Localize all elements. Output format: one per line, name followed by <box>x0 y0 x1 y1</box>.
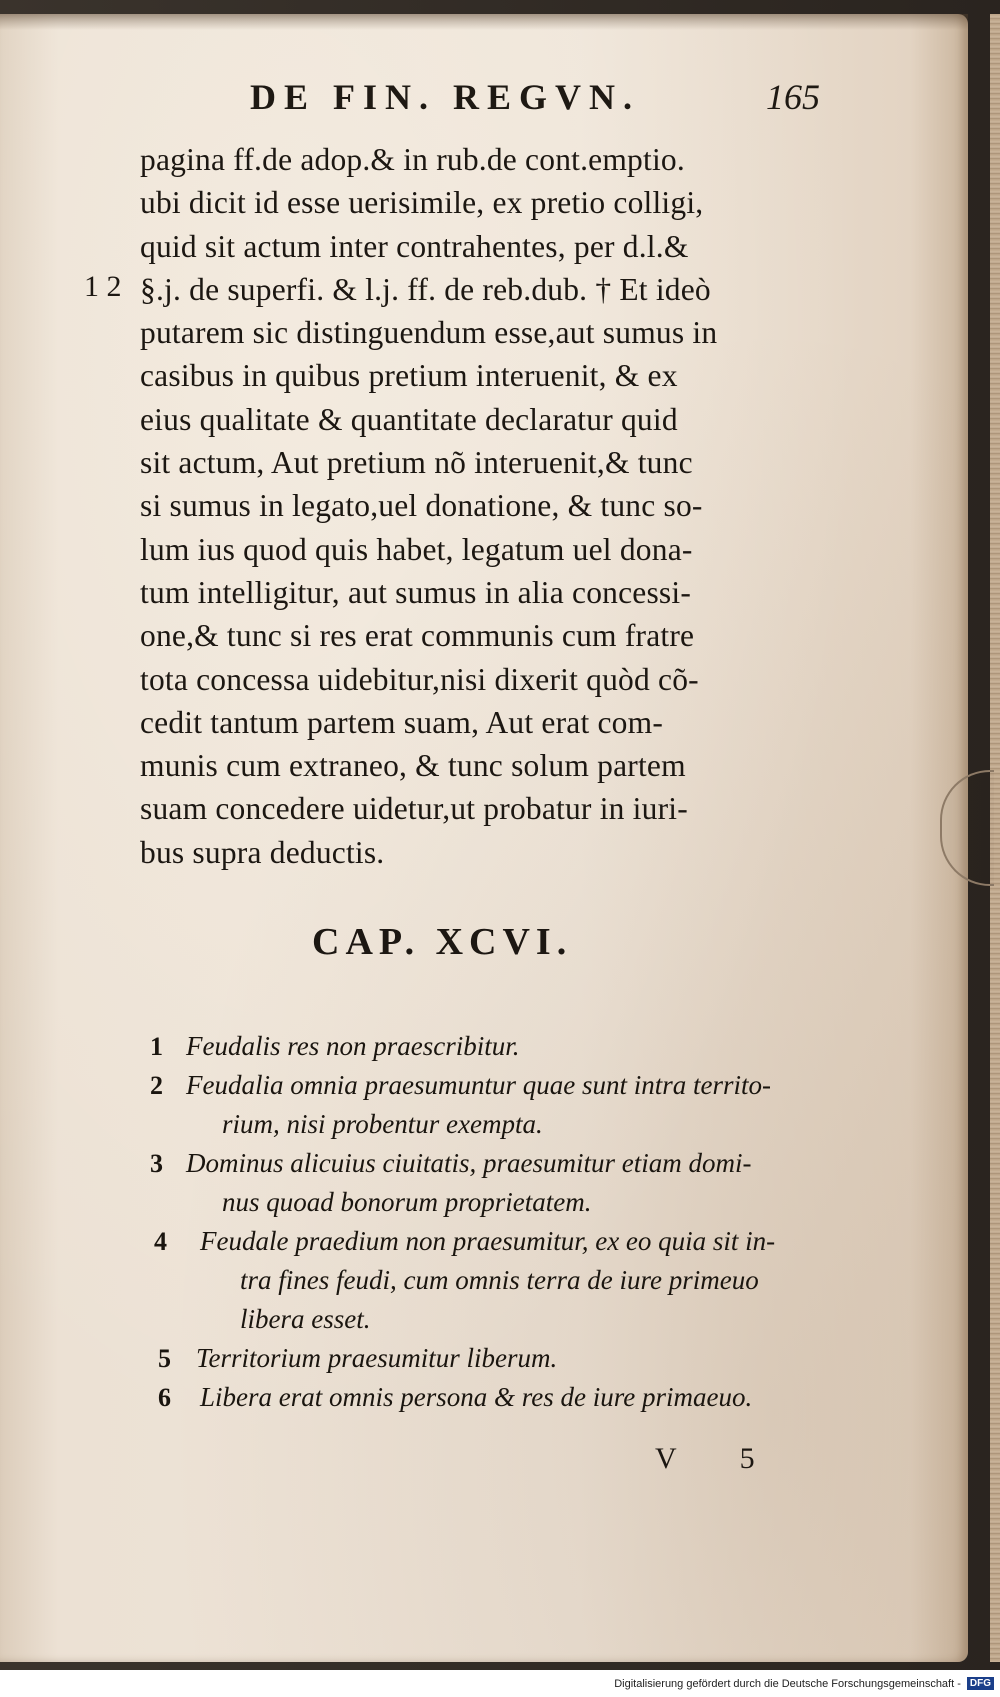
summary-text: nus quoad bonorum proprietatem. <box>222 1187 592 1217</box>
chapter-heading: CAP. XCVI. <box>312 921 573 963</box>
summary-text: Feudale praedium non praesumitur, ex eo quia sit in- <box>200 1226 776 1256</box>
text-line: putarem sic distinguendum esse,aut sumus in <box>140 315 718 351</box>
text-line: munis cum extraneo, & tunc solum partem <box>140 748 686 784</box>
body-text <box>140 138 820 874</box>
footer-credit: Digitalisierung gefördert durch die Deutsche Forschungsgemeinschaft - <box>614 1677 961 1690</box>
summary-text: tra fines feudi, cum omnis terra de iure primeuo <box>240 1265 759 1295</box>
text-line: tota concessa uidebitur,nisi dixerit quòd cõ- <box>140 661 699 697</box>
text-line: cedit tantum partem suam, Aut erat com- <box>140 704 664 740</box>
text-line: pagina ff.de adop.& in rub.de cont.emptio. <box>140 142 685 177</box>
marginal-note: 1 2 <box>84 270 122 303</box>
summary-number: 4 <box>154 1227 167 1256</box>
summary-number: 3 <box>150 1149 163 1178</box>
text-line: quid sit actum inter contrahentes, per d.l.& <box>140 228 689 264</box>
text-line: eius qualitate & quantitate declaratur quid <box>140 401 678 437</box>
summary-text: Libera erat omnis persona & res de iure primaeuo. <box>200 1382 753 1412</box>
summary-text: Feudalia omnia praesumuntur quae sunt intra territo- <box>186 1070 771 1100</box>
running-title: DE FIN. REGVN. <box>250 77 641 117</box>
running-header <box>250 76 820 126</box>
summary-number: 2 <box>150 1071 163 1100</box>
page-number: 165 <box>766 77 820 117</box>
text-line: one,& tunc si res erat communis cum fratre <box>140 618 695 654</box>
text-line: casibus in quibus pretium interuenit, & ex <box>140 358 678 394</box>
text-line: si sumus in legato,uel donatione, & tunc so- <box>140 488 703 524</box>
summary-text: Feudalis res non praescribitur. <box>186 1031 520 1061</box>
summary-item <box>150 1339 850 1378</box>
summary-item <box>150 1027 850 1066</box>
summary-text: Dominus alicuius ciuitatis, praesumitur etiam domi- <box>186 1148 752 1178</box>
text-line: suam concedere uidetur,ut probatur in iuri- <box>140 791 688 827</box>
text-line: sit actum, Aut pretium nõ interuenit,& tunc <box>140 445 693 481</box>
summary-number: 5 <box>158 1344 171 1373</box>
text-line: ubi dicit id esse uerisimile, ex pretio colligi, <box>140 185 704 221</box>
summary-item <box>150 1378 850 1417</box>
footer-bar <box>0 1670 1000 1697</box>
text-line: tum intelligitur, aut sumus in alia concessi- <box>140 574 692 610</box>
dfg-logo: DFG <box>967 1677 994 1690</box>
summary-item <box>150 1144 850 1222</box>
text-line: lum ius quod quis habet, legatum uel dona- <box>140 531 693 567</box>
page-top-shadow <box>0 14 968 30</box>
chapter-summary <box>150 1027 850 1417</box>
text-line: bus supra deductis. <box>140 834 385 870</box>
summary-text: rium, nisi probentur exempta. <box>222 1109 543 1139</box>
summary-item <box>150 1222 850 1339</box>
summary-text: libera esset. <box>240 1304 371 1334</box>
summary-item <box>150 1066 850 1144</box>
summary-number: 1 <box>150 1032 163 1061</box>
text-line: §.j. de superfi. & l.j. ff. de reb.dub. † Et ideò <box>140 271 711 307</box>
summary-text: Territorium praesumitur liberum. <box>196 1343 558 1373</box>
signature-mark: V 5 <box>655 1442 783 1475</box>
summary-number: 6 <box>158 1383 171 1412</box>
